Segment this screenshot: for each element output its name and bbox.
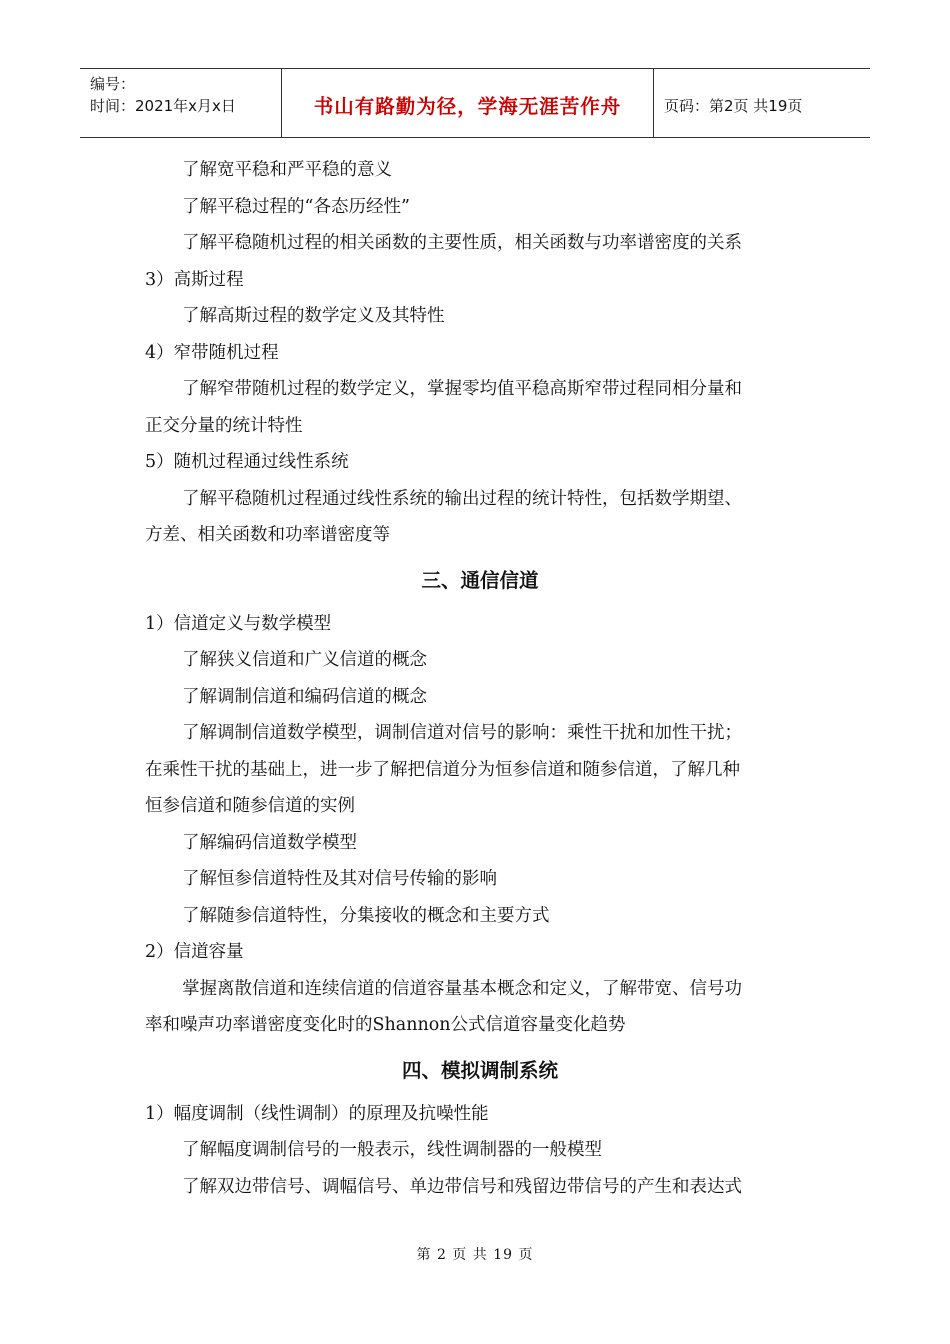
paragraph-continued: 率和噪声功率谱密度变化时的Shannon公式信道容量变化趋势: [145, 1015, 626, 1035]
document-body: [145, 152, 815, 1205]
paragraph-continued: 恒参信道和随参信道的实例: [145, 796, 355, 816]
section-title-amplitude-modulation: 1）幅度调制（线性调制）的原理及抗噪性能: [145, 1103, 489, 1124]
header-info-cell: [80, 69, 282, 137]
paragraph: 了解双边带信号、调幅信号、单边带信号和残留边带信号的产生和表达式: [182, 1176, 742, 1197]
paragraph: 了解窄带随机过程的数学定义，掌握零均值平稳高斯窄带过程同相分量和: [182, 379, 742, 399]
paragraph-continued: 正交分量的统计特性: [145, 415, 303, 436]
paragraph: 掌握离散信道和连续信道的信道容量基本概念和定义，了解带宽、信号功: [182, 978, 742, 999]
section-title-channel-capacity: 2）信道容量: [145, 942, 244, 962]
section-title-linear-system: 5）随机过程通过线性系统: [145, 452, 349, 472]
header-motto: 书山有路勤为径，学海无涯苦作舟: [282, 69, 654, 137]
paragraph: 了解平稳随机过程通过线性系统的输出过程的统计特性，包括数学期望、: [182, 488, 742, 509]
chapter-heading-analog-modulation: 四、模拟调制系统: [401, 1058, 558, 1082]
paragraph: 了解调制信道数学模型，调制信道对信号的影响：乘性干扰和加性干扰；: [182, 723, 742, 743]
paragraph: 了解调制信道和编码信道的概念: [182, 686, 427, 707]
paragraph-continued: 方差、相关函数和功率谱密度等: [145, 525, 390, 545]
paragraph: 了解幅度调制信号的一般表示，线性调制器的一般模型: [182, 1140, 602, 1160]
section-title-narrowband-process: 4）窄带随机过程: [145, 342, 279, 363]
paragraph: 了解随参信道特性，分集接收的概念和主要方式: [182, 905, 550, 926]
chapter-heading-channels: 三、通信信道: [421, 568, 539, 592]
paragraph: 了解恒参信道特性及其对信号传输的影响: [182, 869, 497, 889]
paragraph: 了解狭义信道和广义信道的概念: [182, 650, 427, 670]
paragraph: 了解宽平稳和严平稳的意义: [182, 160, 392, 180]
page-footer: 第 2 页 共 19 页: [416, 1247, 534, 1263]
paragraph: 了解高斯过程的数学定义及其特性: [182, 306, 445, 326]
paragraph-continued: 在乘性干扰的基础上，进一步了解把信道分为恒参信道和随参信道，了解几种: [145, 759, 740, 780]
paragraph: 了解编码信道数学模型: [182, 832, 357, 853]
section-title-channel-model: 1）信道定义与数学模型: [145, 613, 332, 634]
document-number-label: 编号：: [90, 75, 136, 93]
header-page-code: 页码：第2页 共19页: [664, 96, 803, 115]
document-time-label: 时间：2021年x月x日: [90, 97, 236, 115]
paragraph: 了解平稳随机过程的相关函数的主要性质，相关函数与功率谱密度的关系: [182, 233, 742, 253]
paragraph: 了解平稳过程的“各态历经性”: [182, 196, 410, 217]
section-title-gaussian-process: 3）高斯过程: [145, 269, 244, 290]
page-header: [80, 68, 870, 138]
